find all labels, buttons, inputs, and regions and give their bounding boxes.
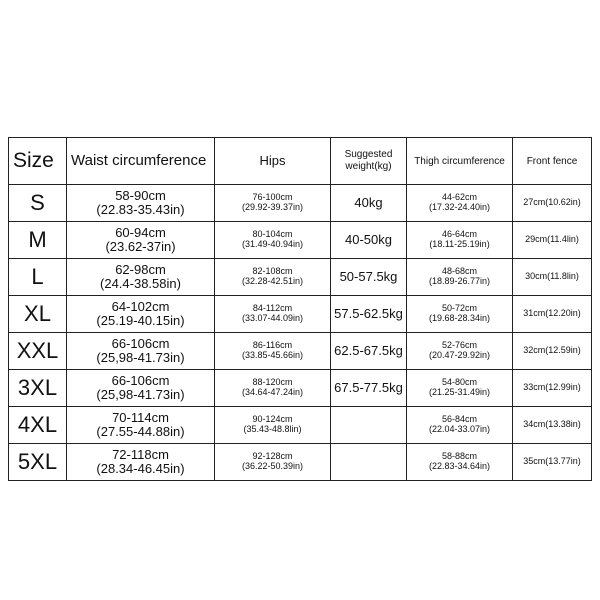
waist-cell	[67, 407, 215, 444]
thigh-cm: 52-76cm	[441, 340, 477, 351]
hips-cm: 88-120cm	[252, 377, 293, 388]
front-fence-value: 27cm(10.62in)	[523, 197, 581, 208]
waist-cm: 66-106cm	[111, 335, 170, 351]
hips-cell	[215, 222, 331, 259]
front-fence-cell	[513, 444, 592, 481]
front-fence-cell	[513, 407, 592, 444]
thigh-in: (18.89-26.77in)	[428, 276, 491, 286]
front-fence-value: 32cm(12.59in)	[523, 345, 581, 356]
weight-value: 67.5-77.5kg	[334, 379, 403, 395]
thigh-cm: 58-88cm	[441, 451, 477, 462]
waist-cm: 66-106cm	[111, 372, 170, 388]
hips-cm: 86-116cm	[252, 340, 293, 351]
hips-in: (34.64-47.24in)	[241, 387, 304, 397]
hips-in: (33.85-45.66in)	[241, 350, 304, 360]
size-cell	[9, 259, 67, 296]
waist-cell	[67, 444, 215, 481]
hips-cm: 76-100cm	[252, 192, 293, 203]
weight-cell	[331, 296, 407, 333]
waist-in: (23.62-37in)	[105, 239, 176, 254]
waist-cell	[67, 185, 215, 222]
front-fence-cell	[513, 185, 592, 222]
size-cell	[9, 222, 67, 259]
weight-value: 57.5-62.5kg	[334, 305, 403, 321]
waist-cm: 62-98cm	[115, 261, 166, 277]
table-row	[9, 259, 592, 296]
thigh-cm: 48-68cm	[441, 266, 477, 277]
hips-cm: 90-124cm	[252, 414, 293, 425]
hips-cell	[215, 296, 331, 333]
thigh-in: (18.11-25.19in)	[429, 239, 490, 249]
weight-value: 50-57.5kg	[339, 268, 398, 284]
waist-in: (24.4-38.58in)	[100, 276, 181, 291]
weight-cell	[331, 444, 407, 481]
hips-cm: 84-112cm	[252, 303, 293, 314]
front-fence-cell	[513, 222, 592, 259]
size-cell	[9, 333, 67, 370]
hips-cm: 92-128cm	[252, 451, 293, 462]
thigh-in: (17.32-24.40in)	[428, 202, 491, 212]
size-label: XL	[24, 300, 51, 326]
size-label: 3XL	[17, 374, 58, 400]
size-cell	[9, 407, 67, 444]
waist-cm: 60-94cm	[115, 224, 166, 240]
thigh-cell	[407, 370, 513, 407]
thigh-in: (19.68-28.34in)	[428, 313, 491, 323]
hips-cell	[215, 333, 331, 370]
waist-cell	[67, 222, 215, 259]
header-size: Size	[9, 138, 67, 185]
weight-value: 62.5-67.5kg	[334, 342, 403, 358]
thigh-cell	[407, 222, 513, 259]
thigh-cm: 44-62cm	[441, 192, 477, 203]
header-weight-line1: Suggested	[344, 148, 393, 160]
hips-cm: 80-104cm	[252, 229, 293, 240]
waist-cell	[67, 296, 215, 333]
weight-cell	[331, 222, 407, 259]
hips-in: (32.28-42.51in)	[241, 276, 304, 286]
header-front-fence: Front fence	[513, 138, 592, 185]
thigh-in: (22.04-33.07in)	[428, 424, 491, 434]
thigh-cell	[407, 407, 513, 444]
thigh-cell	[407, 259, 513, 296]
table-row	[9, 222, 592, 259]
weight-cell	[331, 333, 407, 370]
thigh-cell	[407, 296, 513, 333]
front-fence-cell	[513, 259, 592, 296]
size-label: 4XL	[17, 411, 58, 437]
size-chart-table	[8, 137, 592, 481]
size-cell	[9, 185, 67, 222]
size-cell	[9, 296, 67, 333]
table-row	[9, 370, 592, 407]
thigh-in: (20.47-29.92in)	[428, 350, 491, 360]
front-fence-value: 30cm(11.8lin)	[525, 271, 579, 282]
front-fence-value: 34cm(13.38in)	[523, 419, 581, 430]
waist-in: (25.19-40.15in)	[96, 313, 185, 328]
front-fence-value: 33cm(12.99in)	[523, 382, 581, 393]
hips-in: (29.92-39.37in)	[241, 202, 304, 212]
size-label: M	[28, 226, 47, 252]
waist-cm: 64-102cm	[111, 298, 170, 314]
size-label: 5XL	[17, 448, 58, 474]
waist-cell	[67, 370, 215, 407]
hips-cell	[215, 185, 331, 222]
hips-in: (31.49-40.94in)	[241, 239, 304, 249]
weight-cell	[331, 185, 407, 222]
thigh-cm: 50-72cm	[441, 303, 477, 314]
size-cell	[9, 444, 67, 481]
waist-in: (25,98-41.73in)	[96, 387, 185, 402]
hips-cell	[215, 407, 331, 444]
hips-in: (35.43-48.8lin)	[243, 424, 302, 434]
header-hips: Hips	[215, 138, 331, 185]
hips-in: (33.07-44.09in)	[241, 313, 304, 323]
waist-cell	[67, 333, 215, 370]
size-label: L	[31, 263, 44, 289]
header-weight	[331, 138, 407, 185]
front-fence-value: 29cm(11.4lin)	[525, 234, 579, 245]
waist-in: (27.55-44.88in)	[96, 424, 185, 439]
waist-cm: 58-90cm	[115, 187, 166, 203]
thigh-cell	[407, 185, 513, 222]
size-label: S	[30, 189, 45, 215]
weight-cell	[331, 259, 407, 296]
table-row	[9, 444, 592, 481]
waist-in: (25,98-41.73in)	[96, 350, 185, 365]
header-weight-line2: weight(kg)	[345, 161, 392, 172]
weight-cell	[331, 370, 407, 407]
thigh-cm: 54-80cm	[441, 377, 477, 388]
waist-in: (22.83-35.43in)	[96, 202, 185, 217]
header-row	[9, 138, 592, 185]
hips-in: (36.22-50.39in)	[241, 461, 304, 471]
thigh-in: (22.83-34.64in)	[428, 461, 491, 471]
thigh-cm: 56-84cm	[441, 414, 477, 425]
hips-cell	[215, 444, 331, 481]
front-fence-value: 31cm(12.20in)	[523, 308, 581, 319]
size-label: XXL	[16, 337, 59, 363]
hips-cell	[215, 370, 331, 407]
table-row	[9, 407, 592, 444]
front-fence-cell	[513, 370, 592, 407]
weight-value: 40kg	[354, 194, 383, 210]
thigh-in: (21.25-31.49in)	[428, 387, 491, 397]
header-waist: Waist circumference	[67, 138, 215, 185]
thigh-cm: 46-64cm	[441, 229, 477, 240]
table-row	[9, 333, 592, 370]
hips-cell	[215, 259, 331, 296]
header-thigh: Thigh circumference	[407, 138, 513, 185]
hips-cm: 82-108cm	[252, 266, 293, 277]
front-fence-cell	[513, 333, 592, 370]
thigh-cell	[407, 333, 513, 370]
table-row	[9, 296, 592, 333]
waist-cm: 72-118cm	[112, 446, 169, 462]
weight-cell	[331, 407, 407, 444]
waist-cm: 70-114cm	[112, 409, 169, 425]
thigh-cell	[407, 444, 513, 481]
waist-cell	[67, 259, 215, 296]
table-row	[9, 185, 592, 222]
waist-in: (28.34-46.45in)	[96, 461, 185, 476]
size-cell	[9, 370, 67, 407]
weight-value: 40-50kg	[345, 231, 392, 247]
front-fence-cell	[513, 296, 592, 333]
front-fence-value: 35cm(13.77in)	[523, 456, 581, 467]
